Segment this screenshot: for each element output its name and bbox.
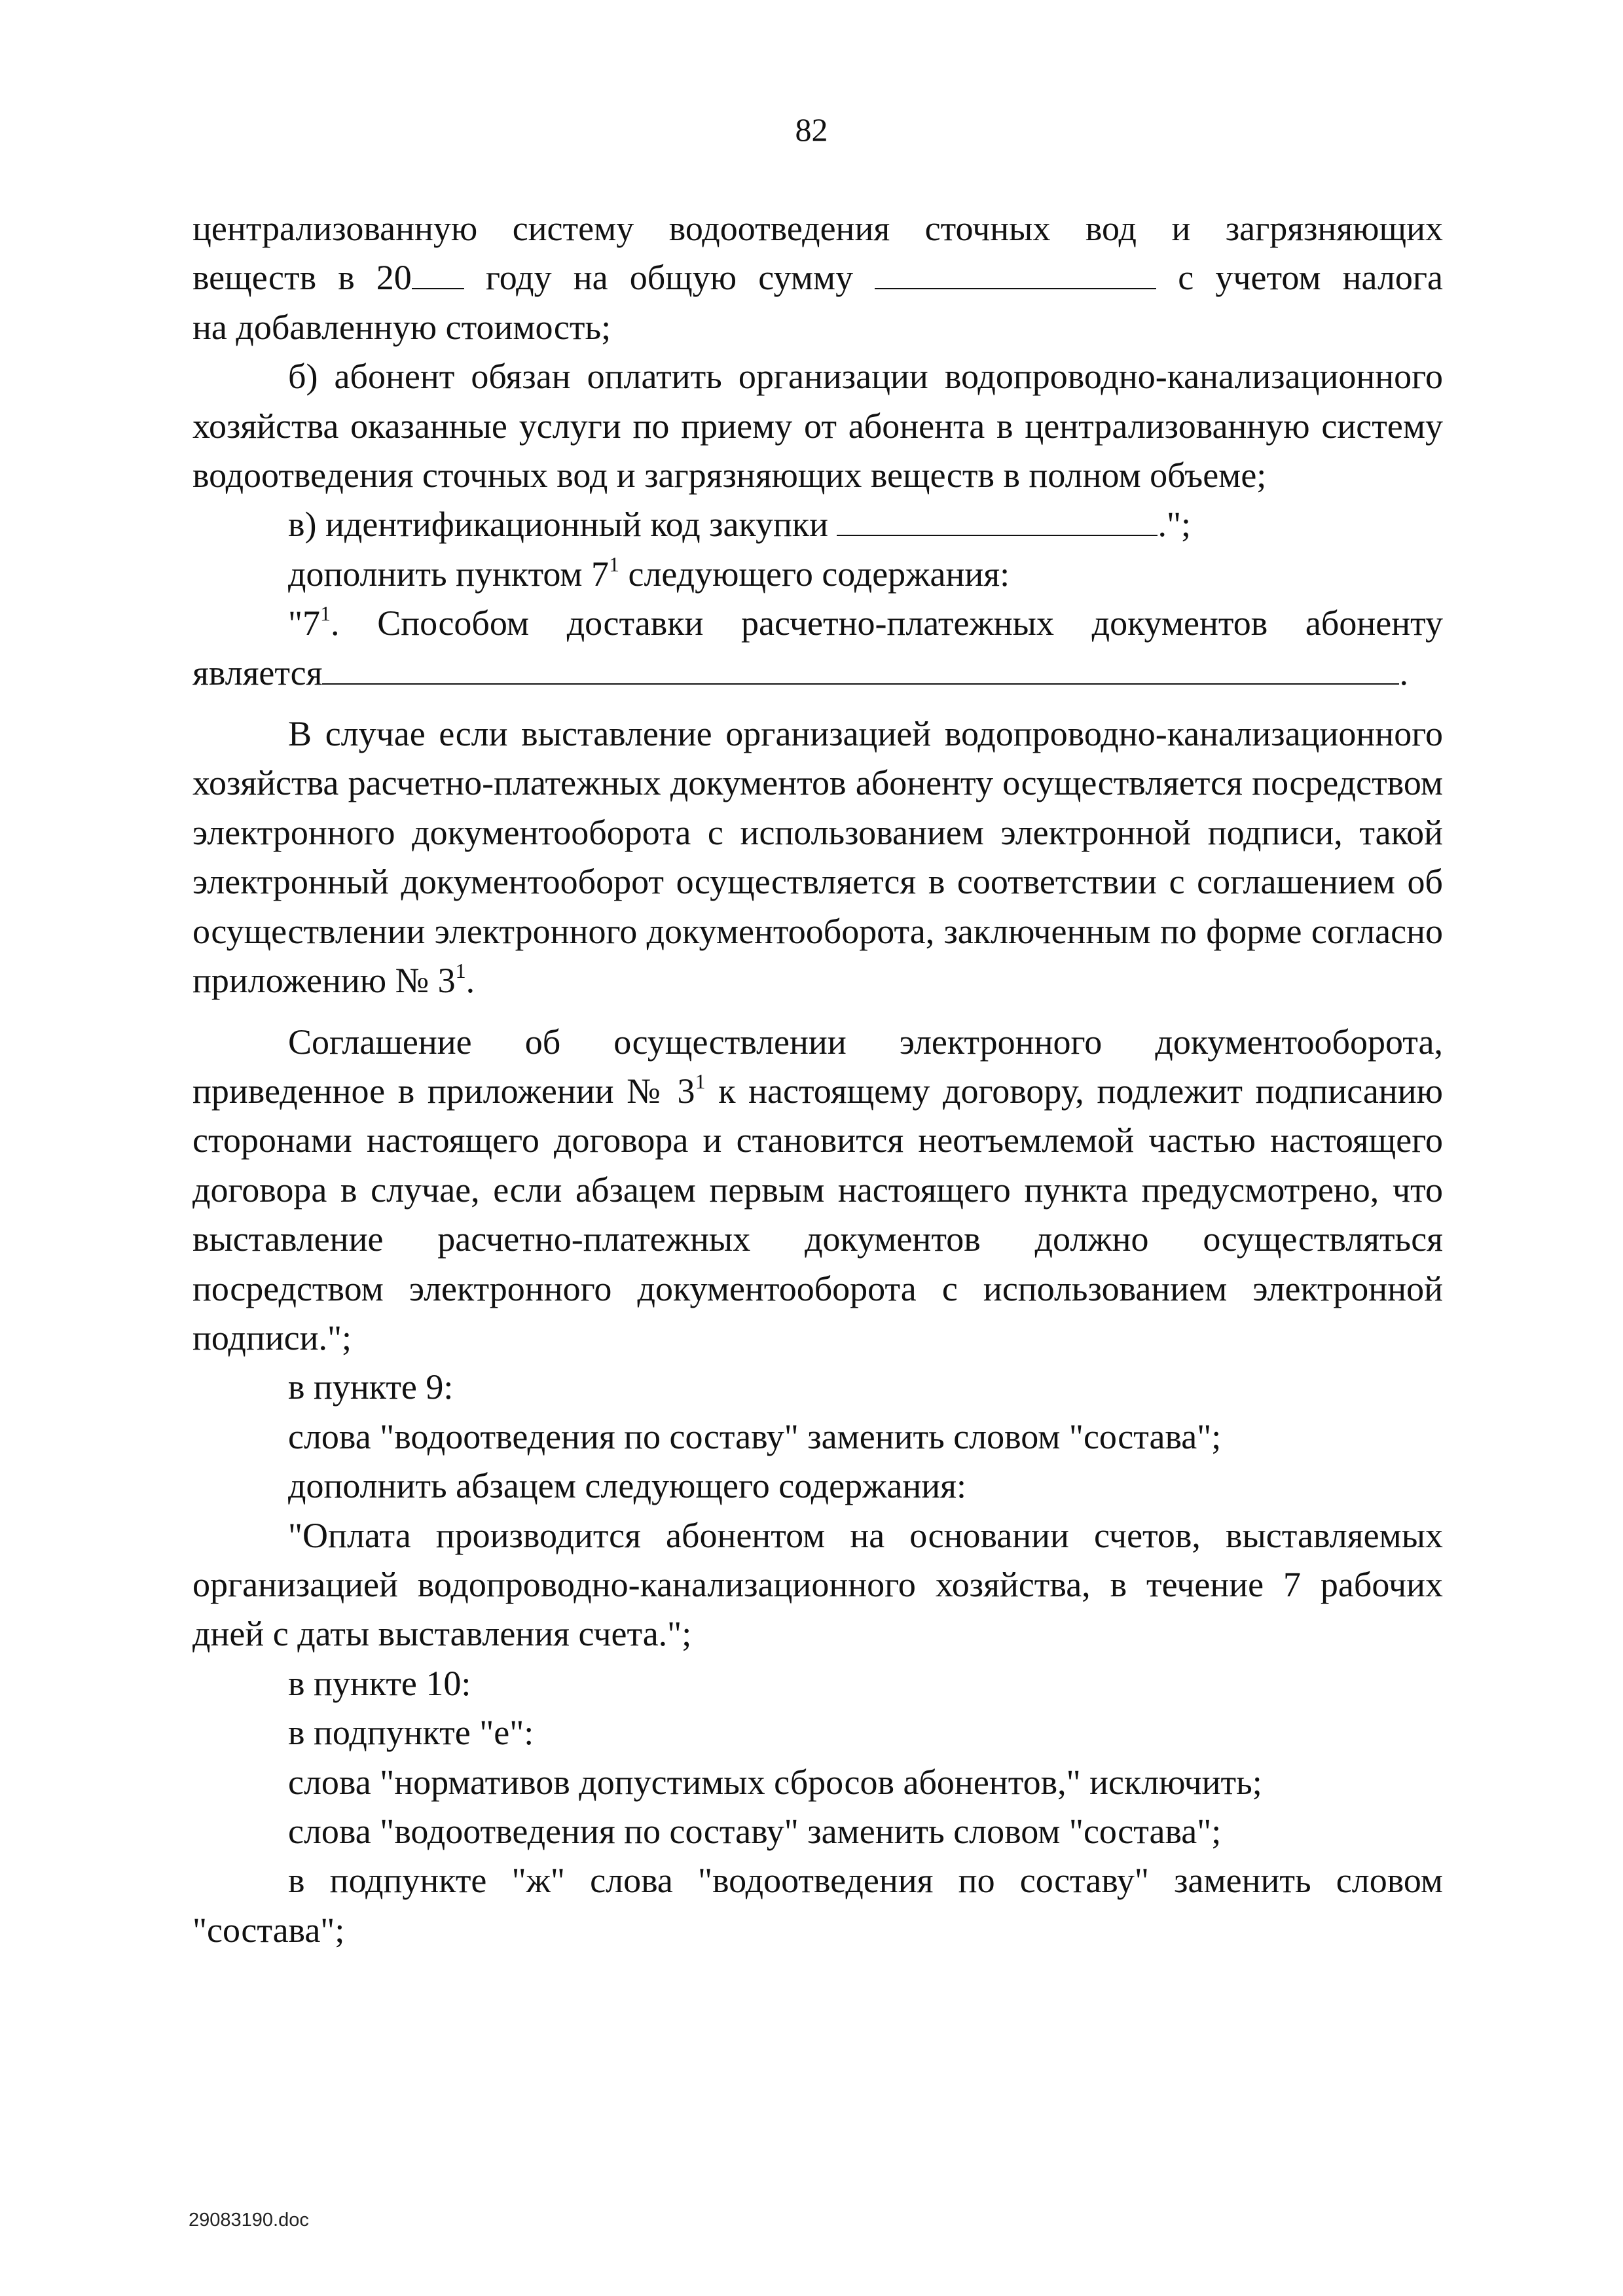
paragraph-item-9-replace: слова "водоотведения по составу" заменить словом "состава"; [288,1416,1222,1456]
delivery-method-blank [322,651,1399,685]
paragraph-item-9: в пункте 9: [288,1367,454,1407]
document-file-code: 29083190.doc [189,2210,309,2231]
paragraph-1-line-3: на добавленную стоимость; [192,307,611,347]
amount-blank [875,255,1156,289]
paragraph-item-7-1-line-1: "$7^1$. Способом доставки расчетно-платежных документов абоненту [288,601,1443,643]
paragraph-v-purchase-code: в) идентификационный код закупки ."; [192,500,1443,549]
document-body [192,204,1443,1955]
paragraph-subitem-e-replace: слова "водоотведения по составу" заменить словом "состава"; [288,1812,1222,1851]
paragraph-subitem-e: в подпункте "е": [288,1713,534,1753]
paragraph-subitem-zh: в подпункте "ж" слова "водоотведения по составу" заменить словом "состава"; [192,1861,1443,1950]
paragraph-1-line-1: централизованную систему водоотведения сточных вод и загрязняющих [192,209,1443,248]
paragraph-1-line-2: веществ в 20 году на общую сумму с учетом налога [192,253,1443,302]
paragraph-add-item-7-1: дополнить пунктом $7^1$ следующего содержания: [288,552,1010,594]
paragraph-subitem-e-exclude: слова "нормативов допустимых сбросов абонентов," исключить; [288,1762,1262,1802]
paragraph-payment-terms: "Оплата производится абонентом на основании счетов, выставляемых организацией водопроводно-канализационного хозяйства, в течение 7 рабочих дней с даты выставления счета."; [192,1515,1443,1654]
paragraph-electronic-document-flow: В случае если выставление организацией водопроводно-канализационного хозяйства расчетно-платежных документов абоненту осуществляется посредством электронного документооборота с использованием электронной подписи, такой электронный документооборот осуществляется в соответствии с соглашением об осуществлении электронного документооборота, заключенным по форме согласно приложению № $3^1$. [192,714,1443,1001]
paragraph-item-7-1-line-2: является . [192,649,1443,698]
paragraph-agreement: Соглашение об осуществлении электронного документооборота, приведенное в приложении № $3^1$ к настоящему договору, подлежит подписанию сторонами настоящего договора и становится неотъемлемой частью настоящего договора в случае, если абзацем первым настоящего пункта предусмотрено, что выставление расчетно-платежных документов должно осуществляться посредством электронного документооборота с использованием электронной подписи."; [192,1022,1443,1357]
year-blank [412,255,464,289]
purchase-code-blank [837,502,1158,536]
page-number: 82 [795,111,828,148]
paragraph-b-payment-obligation: б) абонент обязан оплатить организации водопроводно-канализационного хозяйства оказанные услуги по приему от абонента в централизованную систему водоотведения сточных вод и загрязняющих веществ в полном объеме; [192,357,1443,495]
paragraph-add-subparagraph: дополнить абзацем следующего содержания: [288,1466,967,1506]
paragraph-item-10: в пункте 10: [288,1663,471,1703]
